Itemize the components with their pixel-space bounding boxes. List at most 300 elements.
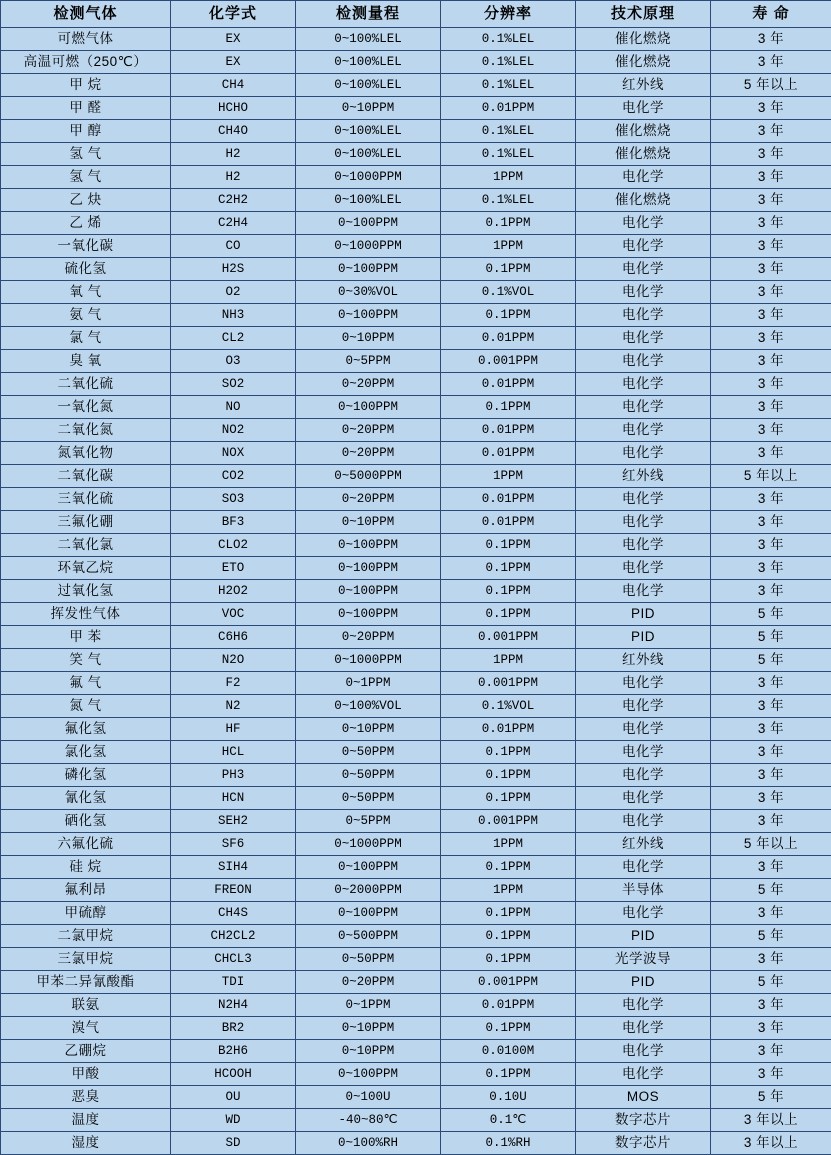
cell-principle: 红外线 (576, 465, 711, 488)
cell-principle: 电化学 (576, 281, 711, 304)
cell-lifetime: 3 年 (711, 350, 831, 373)
cell-gas: 硫化氢 (1, 258, 171, 281)
cell-lifetime: 3 年 (711, 166, 831, 189)
cell-principle: 电化学 (576, 718, 711, 741)
cell-lifetime: 5 年以上 (711, 465, 831, 488)
cell-formula: H2 (171, 166, 296, 189)
table-row (1, 1017, 831, 1040)
cell-lifetime: 3 年 (711, 511, 831, 534)
cell-formula: SO3 (171, 488, 296, 511)
cell-gas: 一氧化碳 (1, 235, 171, 258)
cell-lifetime: 3 年 (711, 741, 831, 764)
cell-lifetime: 3 年 (711, 143, 831, 166)
cell-gas: 甲硫醇 (1, 902, 171, 925)
cell-lifetime: 3 年 (711, 373, 831, 396)
cell-formula: SIH4 (171, 856, 296, 879)
table-row (1, 327, 831, 350)
cell-resolution: 0.1PPM (441, 557, 576, 580)
cell-principle: 电化学 (576, 764, 711, 787)
cell-resolution: 0.10U (441, 1086, 576, 1109)
cell-resolution: 0.001PPM (441, 810, 576, 833)
cell-gas: 挥发性气体 (1, 603, 171, 626)
cell-range: 0~100PPM (296, 304, 441, 327)
cell-principle: 电化学 (576, 396, 711, 419)
cell-gas: 氢 气 (1, 166, 171, 189)
table-row (1, 258, 831, 281)
cell-range: 0~1000PPM (296, 649, 441, 672)
cell-principle: 电化学 (576, 419, 711, 442)
cell-formula: PH3 (171, 764, 296, 787)
cell-resolution: 0.1PPM (441, 396, 576, 419)
table-row (1, 97, 831, 120)
cell-gas: 氟 气 (1, 672, 171, 695)
cell-resolution: 0.1%LEL (441, 28, 576, 51)
cell-principle: 电化学 (576, 442, 711, 465)
cell-formula: TDI (171, 971, 296, 994)
cell-formula: HCN (171, 787, 296, 810)
cell-resolution: 0.1PPM (441, 534, 576, 557)
cell-resolution: 0.01PPM (441, 442, 576, 465)
cell-lifetime: 5 年 (711, 626, 831, 649)
cell-lifetime: 5 年 (711, 649, 831, 672)
table-row (1, 741, 831, 764)
table-row (1, 695, 831, 718)
table-row (1, 580, 831, 603)
cell-range: 0~1PPM (296, 672, 441, 695)
cell-gas: 二氧化氮 (1, 419, 171, 442)
cell-range: 0~50PPM (296, 741, 441, 764)
cell-formula: FREON (171, 879, 296, 902)
cell-gas: 氢 气 (1, 143, 171, 166)
cell-resolution: 0.1PPM (441, 764, 576, 787)
cell-resolution: 0.01PPM (441, 511, 576, 534)
table-row (1, 718, 831, 741)
table-row (1, 1086, 831, 1109)
cell-resolution: 0.1℃ (441, 1109, 576, 1132)
cell-lifetime: 3 年 (711, 189, 831, 212)
cell-resolution: 0.1%LEL (441, 189, 576, 212)
cell-principle: 电化学 (576, 580, 711, 603)
cell-lifetime: 3 年 (711, 442, 831, 465)
cell-range: 0~100PPM (296, 534, 441, 557)
cell-formula: N2O (171, 649, 296, 672)
cell-resolution: 0.1%LEL (441, 74, 576, 97)
cell-resolution: 0.1PPM (441, 603, 576, 626)
cell-formula: HCOOH (171, 1063, 296, 1086)
cell-resolution: 0.1PPM (441, 258, 576, 281)
cell-gas: 乙 炔 (1, 189, 171, 212)
cell-lifetime: 5 年 (711, 603, 831, 626)
cell-gas: 可燃气体 (1, 28, 171, 51)
cell-formula: HF (171, 718, 296, 741)
table-row (1, 994, 831, 1017)
cell-lifetime: 3 年 (711, 856, 831, 879)
cell-formula: EX (171, 51, 296, 74)
cell-formula: CH2CL2 (171, 925, 296, 948)
cell-gas: 氰化氢 (1, 787, 171, 810)
cell-principle: 电化学 (576, 373, 711, 396)
cell-resolution: 0.1PPM (441, 741, 576, 764)
cell-lifetime: 3 年 (711, 1063, 831, 1086)
cell-range: 0~20PPM (296, 971, 441, 994)
table-row (1, 304, 831, 327)
cell-principle: 催化燃烧 (576, 51, 711, 74)
cell-range: 0~100U (296, 1086, 441, 1109)
cell-lifetime: 3 年 (711, 902, 831, 925)
table-row (1, 787, 831, 810)
cell-formula: F2 (171, 672, 296, 695)
cell-gas: 氯 气 (1, 327, 171, 350)
column-header-principle: 技术原理 (576, 1, 711, 28)
cell-resolution: 1PPM (441, 649, 576, 672)
cell-range: 0~1000PPM (296, 235, 441, 258)
cell-range: 0~100%VOL (296, 695, 441, 718)
table-row (1, 603, 831, 626)
table-row (1, 1040, 831, 1063)
cell-range: 0~100%LEL (296, 120, 441, 143)
cell-range: 0~5000PPM (296, 465, 441, 488)
cell-resolution: 0.1%VOL (441, 695, 576, 718)
cell-formula: H2S (171, 258, 296, 281)
cell-resolution: 0.01PPM (441, 994, 576, 1017)
cell-range: 0~20PPM (296, 488, 441, 511)
cell-resolution: 1PPM (441, 166, 576, 189)
cell-gas: 温度 (1, 1109, 171, 1132)
cell-formula: WD (171, 1109, 296, 1132)
cell-principle: 光学波导 (576, 948, 711, 971)
cell-resolution: 0.01PPM (441, 419, 576, 442)
cell-range: 0~100%LEL (296, 143, 441, 166)
cell-gas: 甲 醇 (1, 120, 171, 143)
cell-resolution: 0.1PPM (441, 787, 576, 810)
cell-range: 0~100%LEL (296, 28, 441, 51)
table-row (1, 534, 831, 557)
cell-principle: MOS (576, 1086, 711, 1109)
cell-principle: 红外线 (576, 74, 711, 97)
cell-formula: C6H6 (171, 626, 296, 649)
cell-principle: 电化学 (576, 810, 711, 833)
cell-principle: PID (576, 603, 711, 626)
cell-lifetime: 3 年 (711, 557, 831, 580)
cell-range: 0~50PPM (296, 948, 441, 971)
cell-principle: 电化学 (576, 994, 711, 1017)
table-row (1, 166, 831, 189)
cell-principle: 电化学 (576, 1017, 711, 1040)
cell-lifetime: 5 年以上 (711, 74, 831, 97)
cell-principle: 红外线 (576, 833, 711, 856)
cell-lifetime: 3 年 (711, 327, 831, 350)
table-row (1, 143, 831, 166)
cell-formula: CO2 (171, 465, 296, 488)
cell-resolution: 0.001PPM (441, 626, 576, 649)
cell-lifetime: 3 年 (711, 120, 831, 143)
cell-lifetime: 3 年 (711, 488, 831, 511)
cell-range: 0~10PPM (296, 1017, 441, 1040)
cell-range: 0~500PPM (296, 925, 441, 948)
table-row (1, 488, 831, 511)
table-row (1, 902, 831, 925)
cell-range: 0~30%VOL (296, 281, 441, 304)
cell-resolution: 0.1PPM (441, 856, 576, 879)
cell-principle: 电化学 (576, 327, 711, 350)
cell-range: 0~10PPM (296, 97, 441, 120)
cell-formula: CLO2 (171, 534, 296, 557)
cell-range: 0~100PPM (296, 580, 441, 603)
cell-lifetime: 3 年 (711, 948, 831, 971)
cell-formula: C2H2 (171, 189, 296, 212)
cell-gas: 甲 烷 (1, 74, 171, 97)
cell-lifetime: 3 年 (711, 396, 831, 419)
cell-range: 0~100%LEL (296, 189, 441, 212)
column-header-resolution: 分辨率 (441, 1, 576, 28)
cell-gas: 磷化氢 (1, 764, 171, 787)
cell-range: 0~2000PPM (296, 879, 441, 902)
cell-formula: H2O2 (171, 580, 296, 603)
cell-gas: 臭 氧 (1, 350, 171, 373)
cell-lifetime: 3 年 (711, 695, 831, 718)
cell-gas: 氯化氢 (1, 741, 171, 764)
cell-principle: 电化学 (576, 97, 711, 120)
table-row (1, 465, 831, 488)
table-row (1, 925, 831, 948)
cell-lifetime: 3 年 (711, 534, 831, 557)
table-row (1, 120, 831, 143)
cell-range: 0~100PPM (296, 258, 441, 281)
cell-lifetime: 3 年 (711, 235, 831, 258)
cell-gas: 高温可燃（250℃） (1, 51, 171, 74)
cell-lifetime: 3 年 (711, 258, 831, 281)
cell-lifetime: 3 年 (711, 580, 831, 603)
cell-resolution: 0.1PPM (441, 948, 576, 971)
cell-gas: 溴气 (1, 1017, 171, 1040)
cell-principle: 催化燃烧 (576, 120, 711, 143)
table-row (1, 396, 831, 419)
cell-lifetime: 3 年以上 (711, 1132, 831, 1155)
cell-resolution: 0.1%LEL (441, 51, 576, 74)
cell-formula: H2 (171, 143, 296, 166)
cell-lifetime: 3 年以上 (711, 1109, 831, 1132)
cell-principle: 电化学 (576, 787, 711, 810)
cell-lifetime: 3 年 (711, 212, 831, 235)
cell-range: 0~10PPM (296, 511, 441, 534)
cell-principle: 电化学 (576, 488, 711, 511)
table-row (1, 28, 831, 51)
cell-formula: ETO (171, 557, 296, 580)
cell-formula: BF3 (171, 511, 296, 534)
cell-gas: 二氧化氯 (1, 534, 171, 557)
cell-resolution: 0.1PPM (441, 902, 576, 925)
column-header-range: 检测量程 (296, 1, 441, 28)
cell-resolution: 0.01PPM (441, 373, 576, 396)
cell-gas: 二氧化硫 (1, 373, 171, 396)
column-header-formula: 化学式 (171, 1, 296, 28)
cell-gas: 湿度 (1, 1132, 171, 1155)
cell-principle: 红外线 (576, 649, 711, 672)
cell-principle: 电化学 (576, 557, 711, 580)
cell-formula: NO (171, 396, 296, 419)
cell-resolution: 0.1PPM (441, 1063, 576, 1086)
table-row (1, 74, 831, 97)
cell-formula: O3 (171, 350, 296, 373)
cell-lifetime: 3 年 (711, 787, 831, 810)
cell-principle: 催化燃烧 (576, 189, 711, 212)
table-row (1, 1063, 831, 1086)
table-row (1, 764, 831, 787)
cell-range: 0~100%RH (296, 1132, 441, 1155)
cell-formula: OU (171, 1086, 296, 1109)
cell-formula: EX (171, 28, 296, 51)
cell-range: 0~100PPM (296, 1063, 441, 1086)
cell-formula: CH4O (171, 120, 296, 143)
table-row (1, 1109, 831, 1132)
cell-principle: PID (576, 971, 711, 994)
table-row (1, 1132, 831, 1155)
cell-gas: 氨 气 (1, 304, 171, 327)
cell-formula: CHCL3 (171, 948, 296, 971)
table-row (1, 879, 831, 902)
cell-gas: 过氧化氢 (1, 580, 171, 603)
cell-formula: HCHO (171, 97, 296, 120)
cell-lifetime: 3 年 (711, 1040, 831, 1063)
cell-principle: 电化学 (576, 212, 711, 235)
cell-resolution: 0.1PPM (441, 212, 576, 235)
cell-range: 0~100PPM (296, 396, 441, 419)
cell-resolution: 0.1%VOL (441, 281, 576, 304)
cell-principle: 电化学 (576, 856, 711, 879)
cell-formula: B2H6 (171, 1040, 296, 1063)
cell-gas: 甲 醛 (1, 97, 171, 120)
cell-lifetime: 3 年 (711, 51, 831, 74)
cell-range: 0~20PPM (296, 626, 441, 649)
cell-range: 0~100%LEL (296, 74, 441, 97)
cell-principle: 电化学 (576, 235, 711, 258)
cell-gas: 氮氧化物 (1, 442, 171, 465)
cell-principle: 电化学 (576, 304, 711, 327)
cell-range: 0~20PPM (296, 373, 441, 396)
cell-principle: 电化学 (576, 166, 711, 189)
cell-principle: 催化燃烧 (576, 143, 711, 166)
table-row (1, 557, 831, 580)
cell-gas: 一氧化氮 (1, 396, 171, 419)
cell-principle: 催化燃烧 (576, 28, 711, 51)
cell-gas: 环氧乙烷 (1, 557, 171, 580)
cell-principle: 电化学 (576, 1063, 711, 1086)
cell-lifetime: 5 年 (711, 971, 831, 994)
cell-formula: BR2 (171, 1017, 296, 1040)
cell-gas: 恶臭 (1, 1086, 171, 1109)
table-row (1, 235, 831, 258)
table-row (1, 373, 831, 396)
cell-lifetime: 3 年 (711, 672, 831, 695)
cell-gas: 氟利昂 (1, 879, 171, 902)
cell-resolution: 0.001PPM (441, 971, 576, 994)
cell-formula: NOX (171, 442, 296, 465)
cell-gas: 二氯甲烷 (1, 925, 171, 948)
cell-resolution: 1PPM (441, 833, 576, 856)
cell-gas: 硒化氢 (1, 810, 171, 833)
cell-principle: 电化学 (576, 672, 711, 695)
cell-range: 0~100PPM (296, 212, 441, 235)
table-row (1, 281, 831, 304)
cell-range: 0~5PPM (296, 810, 441, 833)
table-row (1, 672, 831, 695)
cell-resolution: 0.01PPM (441, 718, 576, 741)
cell-range: 0~100%LEL (296, 51, 441, 74)
cell-resolution: 0.01PPM (441, 327, 576, 350)
cell-gas: 联氨 (1, 994, 171, 1017)
cell-lifetime: 3 年 (711, 419, 831, 442)
cell-range: 0~50PPM (296, 787, 441, 810)
cell-range: 0~10PPM (296, 327, 441, 350)
cell-resolution: 0.0100M (441, 1040, 576, 1063)
cell-range: 0~1PPM (296, 994, 441, 1017)
cell-gas: 乙 烯 (1, 212, 171, 235)
cell-resolution: 1PPM (441, 879, 576, 902)
cell-lifetime: 3 年 (711, 810, 831, 833)
cell-principle: 电化学 (576, 695, 711, 718)
table-row (1, 51, 831, 74)
cell-lifetime: 3 年 (711, 764, 831, 787)
cell-gas: 三氧化硫 (1, 488, 171, 511)
cell-range: 0~100PPM (296, 902, 441, 925)
cell-range: 0~20PPM (296, 442, 441, 465)
cell-gas: 硅 烷 (1, 856, 171, 879)
table-row (1, 810, 831, 833)
table-row (1, 189, 831, 212)
table-row (1, 511, 831, 534)
cell-principle: 电化学 (576, 534, 711, 557)
cell-gas: 笑 气 (1, 649, 171, 672)
cell-formula: CH4S (171, 902, 296, 925)
cell-resolution: 0.001PPM (441, 350, 576, 373)
cell-principle: 电化学 (576, 258, 711, 281)
cell-resolution: 0.001PPM (441, 672, 576, 695)
cell-gas: 三氟化硼 (1, 511, 171, 534)
cell-formula: SF6 (171, 833, 296, 856)
cell-principle: 数字芯片 (576, 1109, 711, 1132)
table-row (1, 626, 831, 649)
cell-formula: SD (171, 1132, 296, 1155)
cell-gas: 甲苯二异氰酸酯 (1, 971, 171, 994)
cell-range: 0~50PPM (296, 764, 441, 787)
cell-formula: SEH2 (171, 810, 296, 833)
cell-gas: 氟化氢 (1, 718, 171, 741)
cell-range: 0~5PPM (296, 350, 441, 373)
cell-lifetime: 5 年 (711, 879, 831, 902)
table-row (1, 948, 831, 971)
cell-formula: N2 (171, 695, 296, 718)
table-row (1, 833, 831, 856)
cell-lifetime: 5 年 (711, 1086, 831, 1109)
cell-principle: 数字芯片 (576, 1132, 711, 1155)
cell-range: 0~100PPM (296, 856, 441, 879)
cell-gas: 氧 气 (1, 281, 171, 304)
table-row (1, 212, 831, 235)
cell-gas: 三氯甲烷 (1, 948, 171, 971)
cell-range: 0~10PPM (296, 718, 441, 741)
cell-lifetime: 5 年 (711, 925, 831, 948)
cell-formula: N2H4 (171, 994, 296, 1017)
cell-range: 0~100PPM (296, 557, 441, 580)
cell-formula: VOC (171, 603, 296, 626)
table-header-row (1, 1, 831, 28)
table-row (1, 971, 831, 994)
cell-formula: SO2 (171, 373, 296, 396)
cell-gas: 乙硼烷 (1, 1040, 171, 1063)
column-header-gas: 检测气体 (1, 1, 171, 28)
cell-resolution: 0.01PPM (441, 488, 576, 511)
cell-resolution: 1PPM (441, 235, 576, 258)
